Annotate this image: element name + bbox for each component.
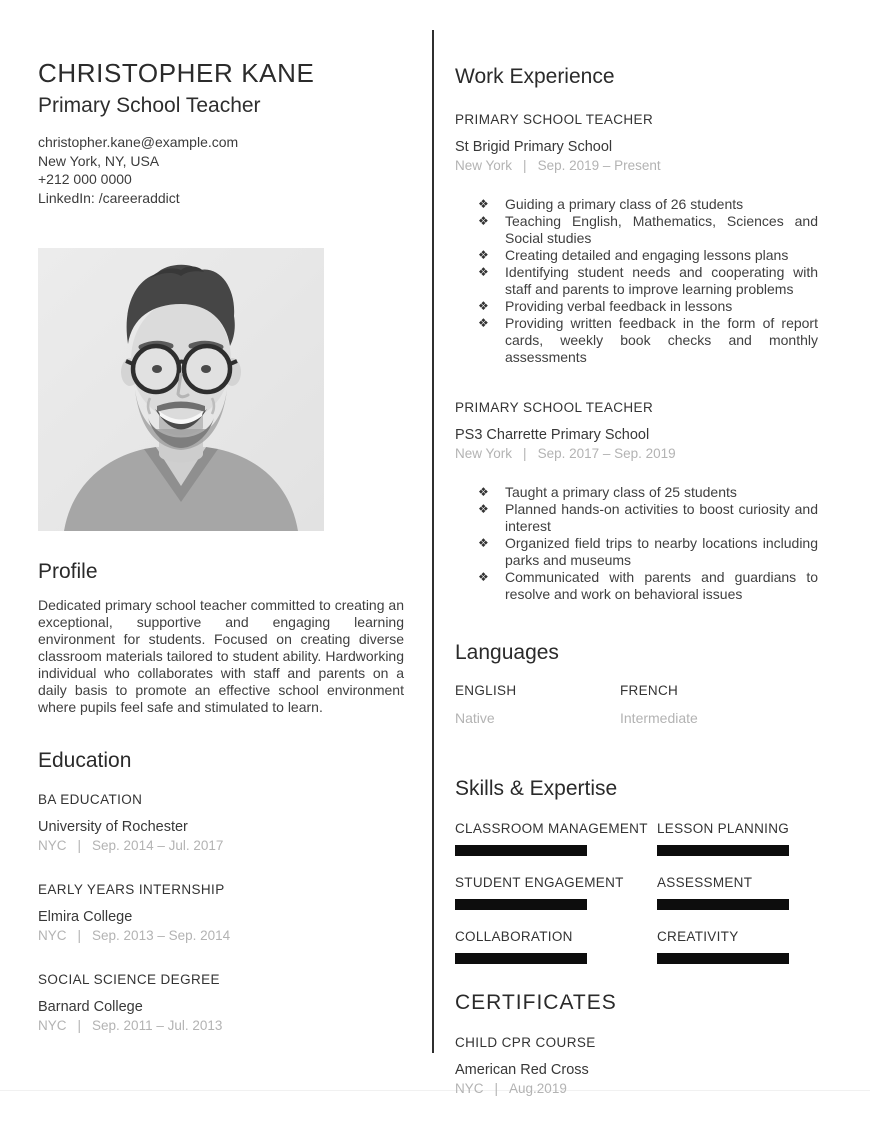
language-name: FRENCH	[620, 683, 679, 698]
skill-label: LESSON PLANNING	[657, 821, 790, 836]
work-bullet-text: Identifying student needs and cooperating with staff and parents to improve learning problems	[505, 264, 818, 297]
diamond-bullet-icon: ❖	[478, 197, 489, 211]
skill-item	[657, 875, 818, 910]
education-degree: BA EDUCATION	[38, 792, 143, 807]
work-bullet-list	[455, 484, 818, 603]
skill-label: CLASSROOM MANAGEMENT	[455, 821, 648, 836]
education-dates: Sep. 2014 – Jul. 2017	[92, 838, 224, 853]
work-bullet-list	[455, 196, 818, 366]
work-dates: Sep. 2017 – Sep. 2019	[537, 446, 676, 461]
education-dates: Sep. 2011 – Jul. 2013	[92, 1018, 223, 1033]
education-school: Elmira College	[38, 909, 133, 925]
profile-heading: Profile	[38, 560, 98, 583]
work-bullet-text: Planned hands-on activities to boost curiosity and interest	[505, 501, 818, 534]
work-bullet	[455, 298, 818, 315]
certificate-name: CHILD CPR COURSE	[455, 1035, 596, 1050]
meta-separator: |	[523, 446, 527, 461]
language-name: ENGLISH	[455, 683, 517, 698]
work-entry	[455, 400, 818, 603]
profile-photo	[38, 248, 324, 531]
diamond-bullet-icon: ❖	[478, 214, 489, 228]
education-location: NYC	[38, 1018, 67, 1033]
education-degree: EARLY YEARS INTERNSHIP	[38, 882, 225, 897]
diamond-bullet-icon: ❖	[478, 570, 489, 584]
left-column	[38, 0, 404, 1034]
skill-level-bar	[455, 899, 587, 910]
language-item	[455, 683, 620, 726]
education-location: NYC	[38, 928, 67, 943]
work-meta	[455, 445, 818, 462]
work-bullet-text: Organized field trips to nearby locations including parks and museums	[505, 535, 818, 568]
meta-separator: |	[77, 838, 82, 853]
education-location: NYC	[38, 838, 67, 853]
meta-separator: |	[523, 158, 527, 173]
skill-level-bar	[455, 953, 587, 964]
work-company: St Brigid Primary School	[455, 139, 613, 155]
education-entry	[38, 882, 404, 944]
work-bullet-text: Taught a primary class of 25 students	[505, 484, 737, 500]
contact-location: New York, NY, USA	[38, 152, 160, 169]
candidate-job-title: Primary School Teacher	[38, 94, 261, 117]
certificate-meta	[455, 1080, 818, 1097]
contact-phone: +212 000 0000	[38, 171, 132, 187]
education-meta	[38, 1017, 404, 1034]
language-level: Intermediate	[620, 710, 698, 726]
work-bullet	[455, 315, 818, 366]
diamond-bullet-icon: ❖	[478, 536, 489, 550]
certificate-entry	[455, 1035, 818, 1097]
certificates-heading: CERTIFICATES	[455, 991, 617, 1014]
contact-email: christopher.kane@example.com	[38, 134, 239, 150]
work-location: New York	[455, 446, 513, 461]
language-item	[620, 683, 818, 726]
education-school: University of Rochester	[38, 819, 188, 835]
skills-grid	[455, 821, 818, 964]
education-entry	[38, 972, 404, 1034]
work-bullet-text: Creating detailed and engaging lessons plans	[505, 247, 789, 263]
work-bullet-text: Guiding a primary class of 26 students	[505, 196, 744, 212]
meta-separator: |	[494, 1081, 499, 1096]
language-level: Native	[455, 710, 495, 726]
work-entry	[455, 112, 818, 366]
work-bullet	[455, 264, 818, 298]
work-location: New York	[455, 158, 513, 173]
work-company: PS3 Charrette Primary School	[455, 427, 650, 443]
skill-item	[455, 929, 657, 964]
contact-linkedin: LinkedIn: /careeraddict	[38, 189, 180, 206]
work-role: PRIMARY SCHOOL TEACHER	[455, 400, 654, 415]
column-divider	[432, 30, 434, 1053]
skill-level-bar	[455, 845, 587, 856]
meta-separator: |	[77, 1018, 82, 1033]
education-meta	[38, 927, 404, 944]
skill-label: COLLABORATION	[455, 929, 573, 944]
certificate-issuer: American Red Cross	[455, 1062, 589, 1078]
skill-level-bar	[657, 845, 789, 856]
skill-level-bar	[657, 953, 789, 964]
diamond-bullet-icon: ❖	[478, 316, 489, 330]
diamond-bullet-icon: ❖	[478, 299, 489, 313]
skills-heading: Skills & Expertise	[455, 777, 618, 800]
education-dates: Sep. 2013 – Sep. 2014	[92, 928, 231, 943]
profile-text: Dedicated primary school teacher committed to creating an exceptional, supportive and engaging learning environment for students. Focused on creating diverse classroom materials tailored to student ability. Hardworking individual who collaborates with staff and parents on a daily basis to promote an effective school environment where pupils feel safe and stimulated to learn.	[38, 597, 404, 715]
work-dates: Sep. 2019 – Present	[537, 158, 661, 173]
work-bullet-text: Providing verbal feedback in lessons	[505, 298, 733, 314]
work-bullet	[455, 247, 818, 264]
languages-grid	[455, 683, 818, 726]
skill-item	[657, 929, 818, 964]
candidate-name: CHRISTOPHER KANE	[38, 58, 315, 88]
work-bullet-text: Communicated with parents and guardians to resolve and work on behavioral issues	[505, 569, 818, 602]
education-school: Barnard College	[38, 999, 143, 1015]
skill-label: ASSESSMENT	[657, 875, 753, 890]
work-bullet	[455, 535, 818, 569]
right-column	[455, 0, 818, 1097]
skill-label: STUDENT ENGAGEMENT	[455, 875, 624, 890]
work-bullet	[455, 501, 818, 535]
contact-block	[38, 133, 404, 207]
work-meta	[455, 157, 818, 174]
education-heading: Education	[38, 749, 132, 772]
certificate-location: NYC	[455, 1081, 484, 1096]
work-bullet	[455, 569, 818, 603]
skill-label: CREATIVITY	[657, 929, 739, 944]
skill-item	[455, 875, 657, 910]
skill-item	[455, 821, 657, 856]
work-bullet	[455, 213, 818, 247]
education-meta	[38, 837, 404, 854]
skill-item	[657, 821, 818, 856]
meta-separator: |	[77, 928, 82, 943]
work-bullet-text: Teaching English, Mathematics, Sciences and Social studies	[505, 213, 818, 246]
work-bullet	[455, 484, 818, 501]
diamond-bullet-icon: ❖	[478, 265, 489, 279]
work-bullet-text: Providing written feedback in the form of report cards, weekly book checks and monthly assessments	[505, 315, 818, 365]
skill-level-bar	[657, 899, 789, 910]
education-entry	[38, 792, 404, 854]
work-role: PRIMARY SCHOOL TEACHER	[455, 112, 654, 127]
diamond-bullet-icon: ❖	[478, 248, 489, 262]
work-experience-heading: Work Experience	[455, 65, 615, 88]
diamond-bullet-icon: ❖	[478, 502, 489, 516]
education-degree: SOCIAL SCIENCE DEGREE	[38, 972, 220, 987]
certificate-dates: Aug.2019	[509, 1081, 567, 1096]
diamond-bullet-icon: ❖	[478, 485, 489, 499]
work-bullet	[455, 196, 818, 213]
languages-heading: Languages	[455, 641, 559, 664]
